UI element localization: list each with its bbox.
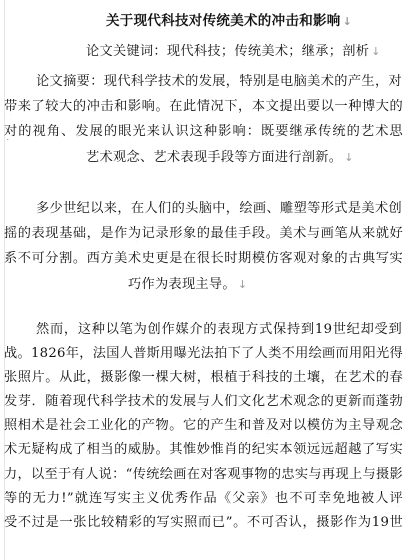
paragraph-mark-icon: ↓ bbox=[371, 45, 381, 58]
body-text-line bbox=[4, 515, 403, 531]
line-text: 巧作为表现主导。 bbox=[128, 277, 236, 292]
title-text: 关于现代科技对传统美术的冲击和影响 bbox=[106, 13, 341, 29]
body-text-line bbox=[4, 467, 403, 483]
body-text-line bbox=[36, 74, 402, 90]
line-text: 张照片。从此，摄影像一棵大树，根植于科技的土壤，在艺术的春 bbox=[4, 370, 403, 385]
body-text-line bbox=[4, 491, 403, 507]
paragraph-mark-icon: ↓ bbox=[344, 151, 354, 164]
line-text: 论文关键词：现代科技；传统美术；继承；剖析 bbox=[86, 44, 370, 59]
line-text: 受不过是一张比较精彩的写实照而已”。不可否认，摄影作为19世 bbox=[4, 515, 403, 530]
line-text: 发芽．随着现代科学技术的发展与人们文化艺术观念的更新而蓬勃 bbox=[4, 394, 403, 409]
line-text: 多少世纪以来，在人们的头脑中，绘画、雕塑等形式是美术创 bbox=[36, 201, 402, 216]
line-text: 然而，这种以笔为创作媒介的表现方式保持到19世纪却受到 bbox=[36, 322, 402, 337]
line-text: 摇的表现基础，是作为记录形象的最佳手段。美术与画笔从来就好 bbox=[4, 226, 403, 241]
body-text-line bbox=[36, 201, 402, 217]
body-text-line bbox=[86, 44, 381, 60]
body-text-line bbox=[36, 322, 402, 338]
paragraph-mark-icon: ↓ bbox=[342, 15, 353, 28]
line-text: 力，以至于有人说：“传统绘画在对客观事物的忠实与再现上与摄影 bbox=[4, 467, 403, 482]
body-text-line bbox=[128, 277, 247, 293]
line-text: 论文摘要：现代科学技术的发展，特别是电脑美术的产生，对 bbox=[36, 74, 402, 89]
body-text-line bbox=[4, 251, 403, 267]
body-text-line bbox=[4, 124, 403, 140]
body-text-line bbox=[4, 370, 403, 386]
body-text-line bbox=[4, 99, 403, 115]
body-text-line bbox=[4, 418, 403, 434]
body-text-line bbox=[86, 150, 354, 166]
body-text-line bbox=[4, 394, 403, 410]
line-text: 艺术观念、艺术表现手段等方面进行剖新。 bbox=[86, 150, 343, 165]
body-text-line bbox=[4, 226, 403, 242]
line-text: 照相术是社会工业化的产物。它的产生和普及对以模仿为主导观念 bbox=[4, 418, 403, 433]
body-text-line bbox=[4, 442, 403, 458]
line-text: 系不可分割。西方美术史更是在很长时期模仿客观对象的古典写实 bbox=[4, 251, 403, 266]
paragraph-mark-icon: ↓ bbox=[237, 278, 248, 291]
line-text: 对的视角、发展的眼光来认识这种影响：既要继承传统的艺术思 bbox=[4, 124, 403, 139]
document-title bbox=[106, 13, 352, 30]
line-text: 等的无力!”就连写实主义优秀作品《父亲》也不可幸免地被人评 bbox=[4, 491, 403, 506]
line-text: 战。1826年，法国人普斯用曝光法拍下了人类不用绘画而用阳光得 bbox=[4, 346, 403, 361]
line-text: 术无疑构成了相当的威胁。其惟妙惟肖的纪实本领远远超越了写实 bbox=[4, 442, 403, 457]
body-text-line bbox=[4, 346, 403, 362]
line-text: 带来了较大的冲击和影响。在此情况下，本文提出要以一种博大的 bbox=[4, 99, 403, 114]
